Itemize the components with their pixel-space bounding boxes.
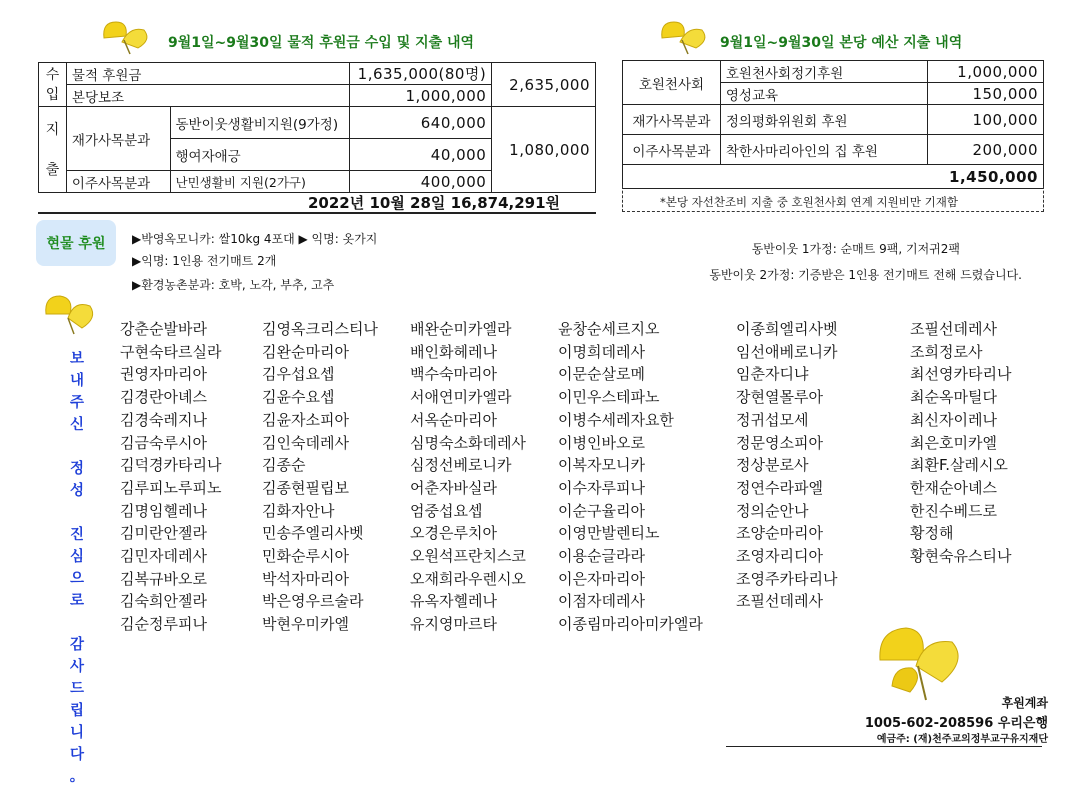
donor-name: 최신자이레나 [910,410,997,429]
table-row [623,135,1044,165]
ginkgo-leaf-icon [872,620,972,706]
dept-name: 이주사목분과 [623,135,721,165]
thanks-char: 보 [69,351,84,367]
donor-name: 김윤자소피아 [262,410,349,429]
donor-name: 정문영소피아 [736,433,823,452]
donor-name: 이용순글라라 [558,547,645,565]
thanks-char: 다 [69,747,84,763]
expense-group-name: 재가사목분과 [66,107,170,171]
donor-name: 김민자데레사 [120,547,207,565]
ginkgo-leaf-icon [100,18,156,58]
budget-total: 1,450,000 [623,165,1044,189]
donor-name: 김숙희안젤라 [120,592,207,611]
donor-name: 서옥순마리아 [410,410,497,429]
thanks-char: 로 [69,593,84,609]
donor-name: 강춘순발바라 [120,320,207,338]
expense-amount: 40,000 [350,139,492,171]
donor-name: 박현우미카엘 [262,615,349,634]
donor-name: 정상분로사 [736,456,809,475]
thanks-vertical-text [68,348,86,788]
divider [622,186,623,212]
budget-amount: 200,000 [928,135,1044,165]
donor-name: 어춘자바실라 [410,478,497,497]
inkind-line: ▶환경농촌분과: 호박, 노각, 부추, 고추 [132,278,335,292]
thanks-char: 사 [69,659,84,675]
income-label: 수 입 [39,63,67,107]
donor-name: 최선영카타리나 [910,365,1012,384]
budget-item: 정의평화위원회 후원 [720,105,927,135]
thanks-char: 。 [69,769,85,785]
budget-amount: 1,000,000 [928,61,1044,83]
table-row [623,165,1044,189]
donor-name: 이병수세레자요한 [558,410,674,429]
inkind-note: 동반이웃 1가정: 순매트 9팩, 기저귀2팩 [751,242,960,256]
donor-name: 이순구율리아 [558,501,645,520]
donor-name: 엄중섭요셉 [410,501,483,520]
donor-name: 심정선베로니카 [410,456,512,475]
donor-name: 임춘자디냐 [736,365,809,384]
thanks-char: 심 [69,549,84,565]
donor-name: 민화순루시아 [262,547,349,565]
donor-name: 이종림마리아미카엘라 [558,615,703,634]
donor-name: 오경은루치아 [410,524,497,543]
income-amount: 1,000,000 [350,85,492,107]
donor-name: 정귀섭모세 [736,410,809,429]
donor-name: 한재순아녜스 [910,478,997,497]
budget-amount: 100,000 [928,105,1044,135]
donor-name: 이민우스테파노 [558,388,660,407]
income-item: 물적 후원금 [66,63,349,85]
donor-name: 김경숙레지나 [120,410,207,429]
donor-name: 민송주엘리사벳 [262,524,364,543]
expense-group-name: 이주사목분과 [66,171,170,193]
thanks-char [68,502,86,524]
donor-name: 조필선데레사 [910,320,997,338]
donor-name: 김우섭요셉 [262,365,335,384]
ginkgo-leaf-icon [658,18,714,58]
thanks-char: 내 [69,373,84,389]
divider [38,212,596,214]
inkind-note: 동반이웃 2가정: 기증받은 1인용 전기매트 전해 드렸습니다. [709,268,1022,282]
ginkgo-leaf-icon [40,290,100,338]
budget-amount: 150,000 [928,83,1044,105]
donor-name: 김순정루피나 [120,615,207,634]
donor-name: 배인화헤레나 [410,342,497,361]
donor-name: 심명숙소화데레사 [410,433,526,452]
donor-name: 김루피노루피노 [120,478,222,497]
dept-name: 재가사목분과 [623,105,721,135]
donor-name: 김인숙데레사 [262,433,349,452]
thanks-char: 니 [69,725,84,741]
income-item: 본당보조 [66,85,349,107]
dept-name: 호원천사회 [623,61,721,105]
donor-name: 윤창순세르지오 [558,320,660,338]
donor-name: 조영주카타리나 [736,569,838,588]
donor-name: 임선애베로니카 [736,342,838,361]
table-row [39,63,596,85]
expense-item: 동반이웃생활비지원(9가정) [170,107,350,139]
inkind-line: ▶박영옥모니카: 쌀10kg 4포대 ▶ 익명: 옷가지 [132,232,378,246]
inkind-line: ▶익명: 1인용 전기매트 2개 [132,254,277,268]
donor-name: 백수숙마리아 [410,365,497,384]
divider [726,746,1042,747]
expense-total: 1,080,000 [492,107,596,193]
donor-name: 김미란안젤라 [120,524,207,543]
income-amount: 1,635,000(80명) [350,63,492,85]
donor-name: 황현숙유스티나 [910,547,1012,565]
donor-name: 김복규바오로 [120,569,207,588]
thanks-char: 으 [69,571,84,587]
donor-name: 유옥자헬레나 [410,592,497,611]
balance-line: 2022년 10월 28일 16,874,291원 [308,194,561,212]
donor-name: 최은호미카엘 [910,433,997,452]
inkind-badge: 현물 후원 [36,220,116,266]
donor-name: 장현열몰루아 [736,388,823,407]
account-holder: 예금주: (재)천주교의정부교구유지재단 [876,734,1048,745]
thanks-char: 감 [69,637,84,653]
donor-name: 조영자리디아 [736,547,823,565]
table-row [623,61,1044,83]
budget-note: *본당 자선찬조비 지출 중 호원천사회 연계 지원비만 기재함 [660,195,958,209]
expense-amount: 640,000 [350,107,492,139]
donor-name: 이문순살로메 [558,365,645,384]
donor-name: 박은영우르술라 [262,592,364,611]
donor-name: 구현숙타르실라 [120,342,222,361]
thanks-char: 립 [69,703,84,719]
donor-name: 한진수베드로 [910,501,997,520]
donor-name: 이영만발렌티노 [558,524,660,543]
donor-name: 권영자마리아 [120,365,207,384]
donor-name: 정연수라파엘 [736,478,823,497]
thanks-char: 신 [69,417,84,433]
budget-item: 호원천사회정기후원 [720,61,927,83]
donor-name: 서애연미카엘라 [410,388,512,407]
donor-name: 이수자루피나 [558,478,645,497]
income-total: 2,635,000 [492,63,596,107]
donor-name: 이병인바오로 [558,433,645,452]
donor-name: 조양순마리아 [736,524,823,543]
thanks-char [68,612,86,634]
donor-name: 오재희라우렌시오 [410,569,526,588]
donor-name: 오원석프란치스코 [410,547,526,565]
donor-name: 김화자안나 [262,501,335,520]
table-row [39,107,596,139]
donor-name: 최환F.살레시오 [910,456,1008,475]
donor-name: 이복자모니카 [558,456,645,475]
table-row [623,105,1044,135]
material-donation-table [38,62,596,193]
expense-item: 행여자애긍 [170,139,350,171]
donor-name: 배완순미카엘라 [410,320,512,338]
donor-name: 유지영마르타 [410,615,497,634]
thanks-char: 성 [69,483,84,499]
donor-name: 이은자마리아 [558,569,645,588]
divider [622,211,1044,212]
donor-name: 황정해 [910,524,954,543]
thanks-char [68,436,86,458]
expense-item: 난민생활비 지원(2가구) [170,171,350,193]
donor-name: 김경란아녜스 [120,388,207,407]
thanks-char: 진 [69,527,84,543]
right-section-title: 9월1일~9월30일 본당 예산 지출 내역 [720,35,963,51]
expense-amount: 400,000 [350,171,492,193]
donor-name: 조필선데레사 [736,592,823,611]
donor-name: 최순옥마틸다 [910,388,997,407]
donor-name: 김완순마리아 [262,342,349,361]
thanks-char: 주 [69,395,84,411]
thanks-char: 드 [69,681,84,697]
donor-name: 조희정로사 [910,342,983,361]
donor-name: 정의순안나 [736,501,809,520]
donor-name: 김금숙루시아 [120,433,207,452]
left-section-title: 9월1일~9월30일 물적 후원금 수입 및 지출 내역 [168,35,475,51]
budget-item: 영성교육 [720,83,927,105]
budget-item: 착한사마리아인의 집 후원 [720,135,927,165]
parish-budget-table [622,60,1044,189]
donor-name: 김덕경카타리나 [120,456,222,475]
expense-label: 지 출 [39,107,67,193]
donor-name: 김영옥크리스티나 [262,320,378,338]
donor-name: 이점자데레사 [558,592,645,611]
donor-name: 김명임헬레나 [120,501,207,520]
donor-name: 이명희데레사 [558,342,645,361]
thanks-char: 정 [69,461,84,477]
account-number: 1005-602-208596 우리은행 [864,716,1048,731]
donor-name: 김종순 [262,456,306,475]
account-title: 후원계좌 [1001,696,1048,710]
donor-name: 이종희엘리사벳 [736,320,838,338]
donor-name: 박석자마리아 [262,569,349,588]
donor-name: 김종현필립보 [262,478,349,497]
donor-name: 김윤수요셉 [262,388,335,407]
divider [1043,186,1044,212]
